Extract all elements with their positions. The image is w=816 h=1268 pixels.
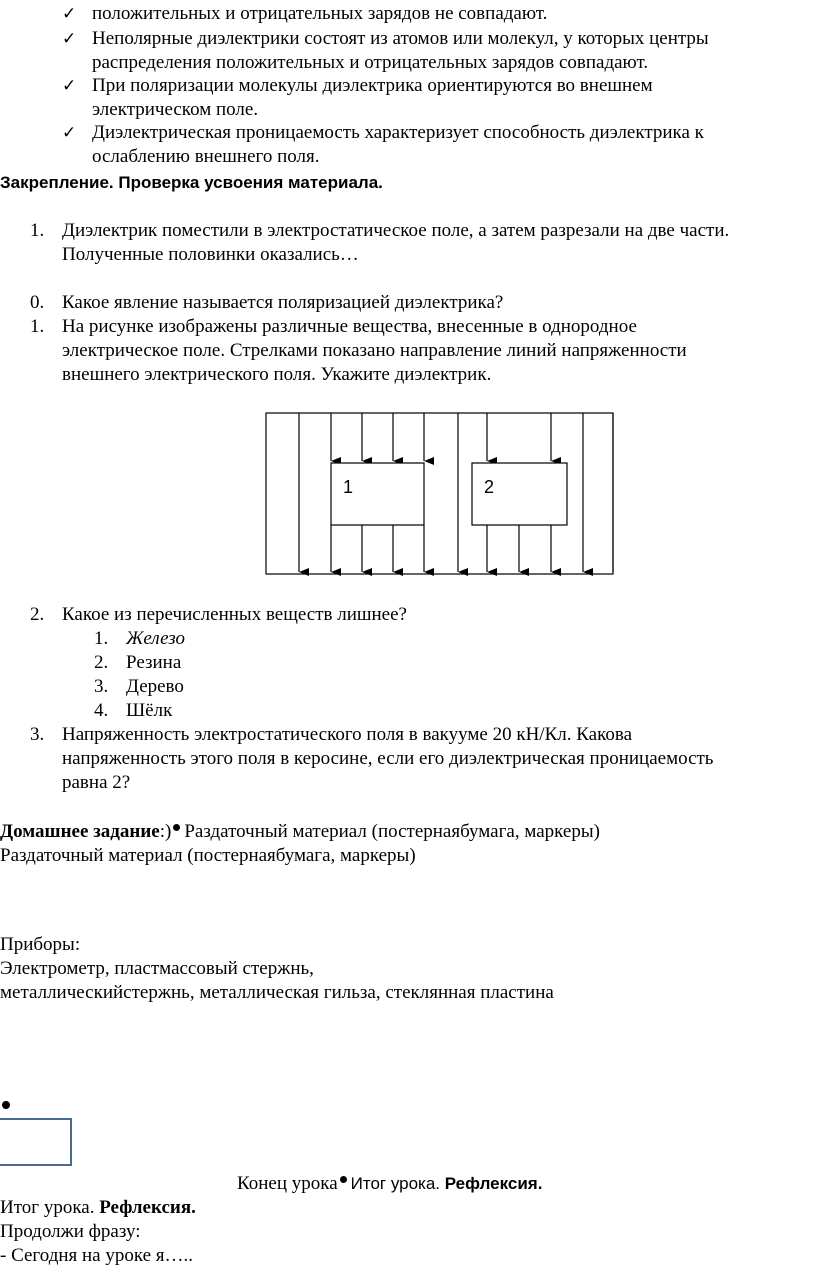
option-label: Дерево xyxy=(126,676,184,697)
reflection-label: Рефлексия. xyxy=(444,1174,543,1193)
option-label: Железо xyxy=(126,628,185,649)
question-text: Диэлектрик поместили в электростатическое поле, а затем разрезали на две части. xyxy=(62,220,730,241)
devices-heading: Приборы: xyxy=(0,934,81,955)
checkmark-icon: ✓ xyxy=(62,76,77,96)
checklist-item-text: Неполярные диэлектрики состоят из атомов или молекул, у которых центры xyxy=(92,28,709,49)
question-number: 1. xyxy=(30,220,45,241)
question-text: Полученные половинки оказались… xyxy=(62,244,359,265)
box-2-label: 2 xyxy=(484,477,495,497)
summary-line xyxy=(0,1196,196,1220)
homework-line xyxy=(0,820,600,844)
question-text: внешнего электрического поля. Укажите диэлектрик. xyxy=(62,364,492,385)
bullet-icon xyxy=(173,824,180,831)
field-diagram xyxy=(265,412,615,578)
question-text: электрическое поле. Стрелками показано направление линий напряженности xyxy=(62,340,687,361)
option-number: 1. xyxy=(94,628,109,649)
checklist-item-text: При поляризации молекулы диэлектрика ориентируются во внешнем xyxy=(92,75,653,96)
question-text: Какое явление называется поляризацией диэлектрика? xyxy=(62,292,504,313)
option-label: Резина xyxy=(126,652,182,673)
option-number: 2. xyxy=(94,652,109,673)
continue-phrase: Продолжи фразу: xyxy=(0,1221,141,1242)
homework-smiley: :) xyxy=(159,821,172,842)
question-text: напряженность этого поля в керосине, если его диэлектрическая проницаемость xyxy=(62,748,714,769)
option-label: Шёлк xyxy=(126,700,173,721)
empty-text-frame xyxy=(0,1118,72,1166)
devices-line: металлическийстержнь, металлическая гильза, стеклянная пластина xyxy=(0,982,554,1003)
question-text: Напряженность электростатического поля в вакууме 20 кН/Кл. Какова xyxy=(62,724,632,745)
checkmark-icon: ✓ xyxy=(62,29,77,49)
today-phrase: - Сегодня на уроке я….. xyxy=(0,1245,194,1266)
question-text: На рисунке изображены различные вещества, внесенные в однородное xyxy=(62,316,637,337)
option-number: 4. xyxy=(94,700,109,721)
homework-label: Домашнее задание xyxy=(0,821,160,842)
question-number: 1. xyxy=(30,316,45,337)
checklist-item-text: Диэлектрическая проницаемость характеризует способность диэлектрика к xyxy=(92,122,704,143)
homework-text: Раздаточный материал (постернаябумага, маркеры) xyxy=(184,821,600,842)
option-number: 3. xyxy=(94,676,109,697)
checklist-item-text: распределения положительных и отрицательных зарядов совпадают. xyxy=(92,52,649,73)
section-heading: Закрепление. Проверка усвоения материала. xyxy=(0,173,383,192)
checklist-item-text: положительных и отрицательных зарядов не совпадают. xyxy=(92,3,548,24)
question-text: Какое из перечисленных веществ лишнее? xyxy=(62,604,407,625)
question-number: 3. xyxy=(30,724,45,745)
box-1-label: 1 xyxy=(343,477,354,497)
question-number: 2. xyxy=(30,604,45,625)
lesson-end-line xyxy=(237,1172,542,1196)
checklist-item-text: электрическом поле. xyxy=(92,99,259,120)
homework-repeat: Раздаточный материал (постернаябумага, маркеры) xyxy=(0,845,416,866)
question-number: 0. xyxy=(30,292,45,313)
checklist-item-text: ослаблению внешнего поля. xyxy=(92,146,320,167)
lesson-end-text: Конец урока xyxy=(237,1173,338,1194)
summary-text: Итог урока. xyxy=(0,1197,100,1218)
question-text: равна 2? xyxy=(62,772,131,793)
summary-text: Итог урока. xyxy=(350,1174,445,1193)
bullet-icon xyxy=(340,1176,347,1183)
reflection-label: Рефлексия. xyxy=(99,1197,196,1218)
devices-line: Электрометр, пластмассовый стержнь, xyxy=(0,958,314,979)
checkmark-icon: ✓ xyxy=(62,123,77,143)
checkmark-icon: ✓ xyxy=(62,4,77,24)
bullet-icon xyxy=(2,1101,10,1109)
